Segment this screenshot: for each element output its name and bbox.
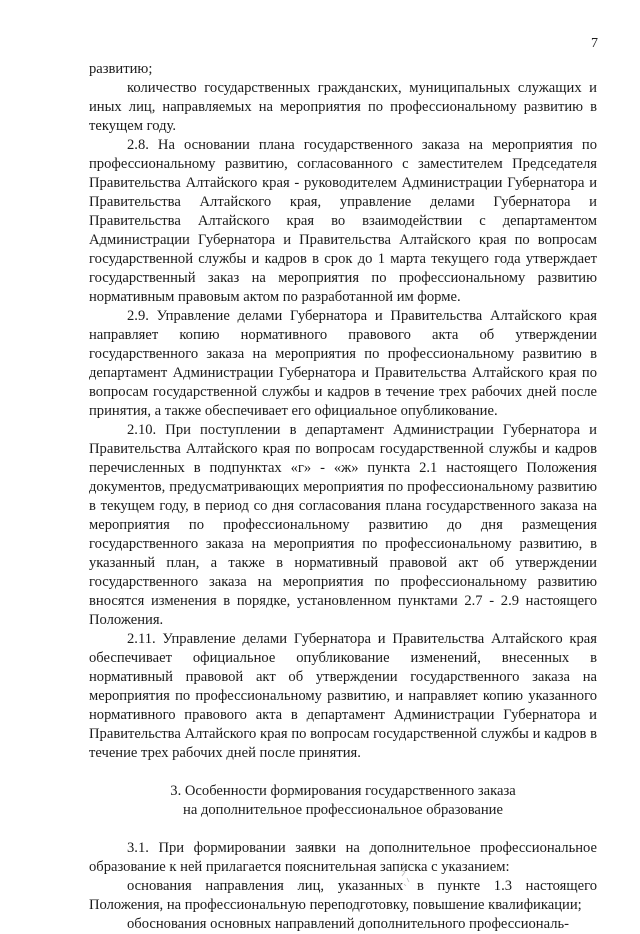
section-heading-line-1: 3. Особенности формирования государственного заказа xyxy=(170,783,516,799)
paragraph-2-11: 2.11. Управление делами Губернатора и Правительства Алтайского края обеспечивает официальное опубликование изменений, внесенных в нормативный правовой акт об утверждении государственного заказа на мероприятия по профессиональному развитию, и направляет копию указанного нормативного правового акта в департамент Администрации Губернатора и Правительства Алтайского края по вопросам государственной службы и кадров в течение трех рабочих дней после принятия. xyxy=(89,631,597,761)
paragraph-2-9: 2.9. Управление делами Губернатора и Правительства Алтайского края направляет копию нормативного правового акта об утверждении государственного заказа на мероприятия по профессиональному развитию в департамент Администрации Губернатора и Правительства Алтайского края по вопросам государственной службы и кадров в течение трех рабочих дней после принятия, а также обеспечивает его официальное опубликование. xyxy=(89,308,597,419)
paragraph-3-1: 3.1. При формировании заявки на дополнительное профессиональное образование к ней прилагается пояснительная записка с указанием: xyxy=(89,840,597,875)
paragraph-2-8: 2.8. На основании плана государственного заказа на мероприятия по профессиональному развитию, согласованного с заместителем Председателя Правительства Алтайского края - руководителем Администрации Губернатора и Правительства Алтайского края, управление делами Губернатора и Правительства Алтайского края во взаимодействии с департаментом Администрации Губернатора и Правительства Алтайского края по вопросам государственной службы и кадров в срок до 1 марта текущего года утверждает государственный заказ на мероприятия по профессиональному развитию нормативным правовым актом по разработанной им форме. xyxy=(89,137,597,305)
document-body xyxy=(89,60,597,934)
paragraph-employee-count: количество государственных гражданских, муниципальных служащих и иных лиц, направляемых на мероприятия по профессиональному развитию в текущем году. xyxy=(89,80,597,134)
page-number: 7 xyxy=(591,36,598,51)
paragraph-continuation: развитию; xyxy=(89,61,153,77)
paragraph-direction-basis: основания направления лиц, указанных в пункте 1.3 настоящего Положения, на профессиональную переподготовку, повышение квалификации; xyxy=(89,878,597,913)
section-heading-line-2: на дополнительное профессиональное образование xyxy=(183,802,503,818)
paragraph-2-10: 2.10. При поступлении в департамент Администрации Губернатора и Правительства Алтайского края по вопросам государственной службы и кадров перечисленных в подпунктах «г» - «ж» пункта 2.1 настоящего Положения документов, предусматривающих мероприятия по профессиональному развитию в текущем году, в период со дня согласования плана государственного заказа на мероприятия по профессиональному развитию до дня размещения государственного заказа на мероприятия по профессиональному развитию, в указанный план, а также в нормативный правовой акт об утверждении государственного заказа на мероприятия по профессиональному развитию вносятся изменения в порядке, установленном пунктами 2.7 - 2.9 настоящего Положения. xyxy=(89,422,597,628)
scan-artifact-icon xyxy=(395,860,419,888)
paragraph-main-directions: обоснования основных направлений дополнительного профессиональ- xyxy=(127,916,570,932)
